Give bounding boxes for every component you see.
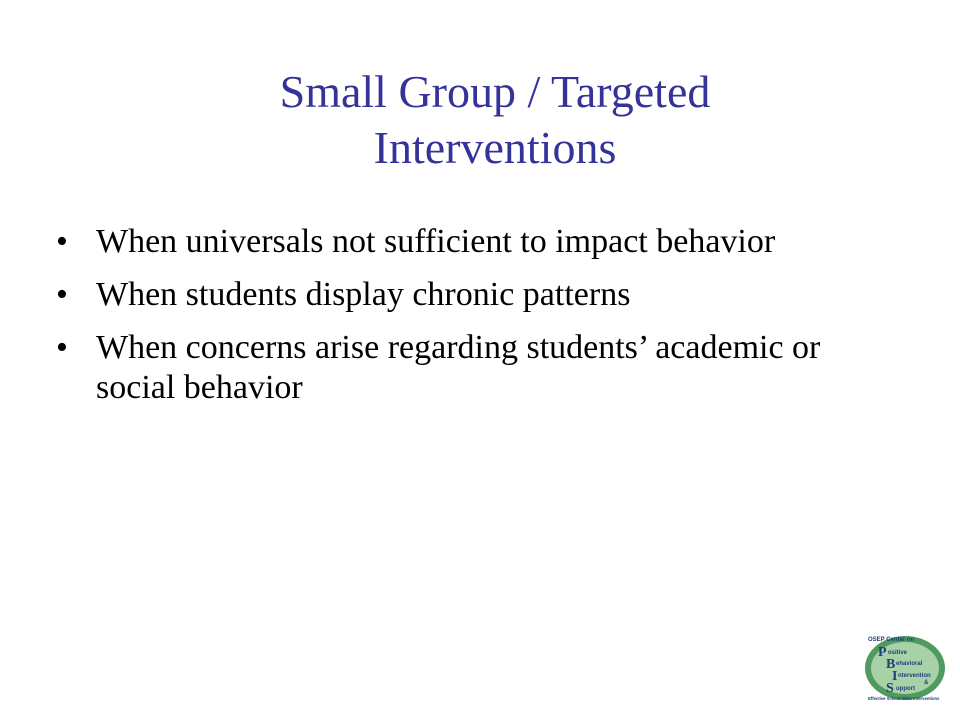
logo-word-positive: ositive (888, 650, 908, 656)
logo-letter-s: S (886, 681, 894, 696)
bullet-text: When students display chronic patterns (96, 276, 631, 313)
pbis-logo-graphic (862, 632, 948, 702)
bullet-item (56, 328, 846, 408)
logo-word-support: upport (896, 686, 915, 692)
bullet-dot: • (56, 223, 68, 260)
bullet-dot: • (56, 276, 68, 313)
bullet-text: When universals not sufficient to impact behavior (96, 223, 776, 260)
logo-letter-b: B (886, 657, 896, 672)
pbis-logo-icon (862, 632, 948, 702)
logo-ampersand: & (924, 680, 929, 686)
bullet-item (56, 222, 846, 262)
logo-word-intervention: ntervention (898, 673, 931, 679)
bullet-dot: • (56, 329, 68, 366)
bullet-list (56, 222, 846, 421)
logo-word-behavioral: ehavioral (896, 661, 923, 667)
logo-letter-p: P (878, 645, 887, 660)
bullet-text: When concerns arise regarding students’ academic or social behavior (96, 329, 821, 406)
logo-letter-i: I (892, 669, 898, 684)
bullet-item (56, 275, 846, 315)
slide-title: Small Group / Targeted Interventions (279, 66, 711, 173)
logo-bottom-text: Effective School-Wide Interventions (868, 696, 940, 701)
logo-top-text: OSEP Center on (868, 637, 915, 643)
